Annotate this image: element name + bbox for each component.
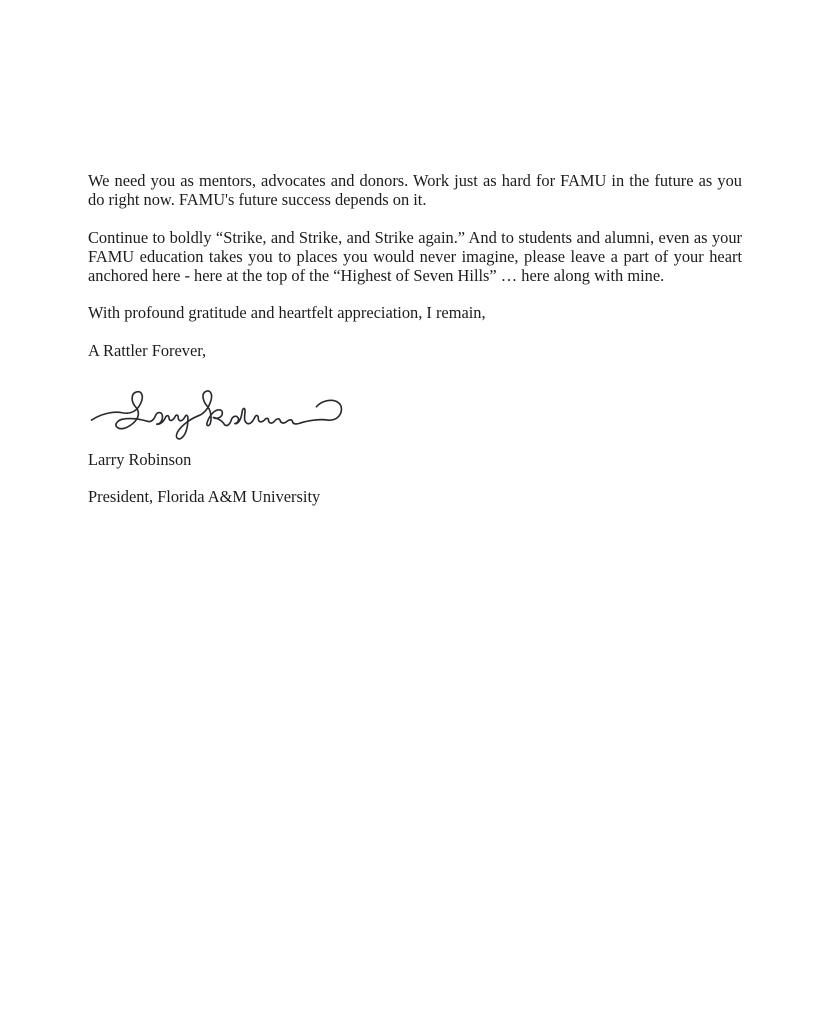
letter-valediction: A Rattler Forever, bbox=[88, 340, 207, 360]
signer-title: President, Florida A&M University bbox=[88, 487, 321, 507]
signer-name: Larry Robinson bbox=[88, 450, 192, 470]
letter-closing-line: With profound gratitude and heartfelt appreciation, I remain, bbox=[88, 303, 486, 323]
letter-paragraph: We need you as mentors, advocates and donors. Work just as hard for FAMU in the future as you do right now. FAMU's future success depends on it. bbox=[88, 171, 742, 210]
letter-body bbox=[88, 171, 742, 525]
handwritten-signature-icon bbox=[90, 388, 345, 450]
letter-paragraph: Continue to boldly “Strike, and Strike, and Strike again.” And to students and alumni, even as your FAMU education takes you to places you would never imagine, please leave a part of your heart anchored here - here at the top of the “Highest of Seven Hills” … here along with mine. bbox=[88, 227, 742, 286]
